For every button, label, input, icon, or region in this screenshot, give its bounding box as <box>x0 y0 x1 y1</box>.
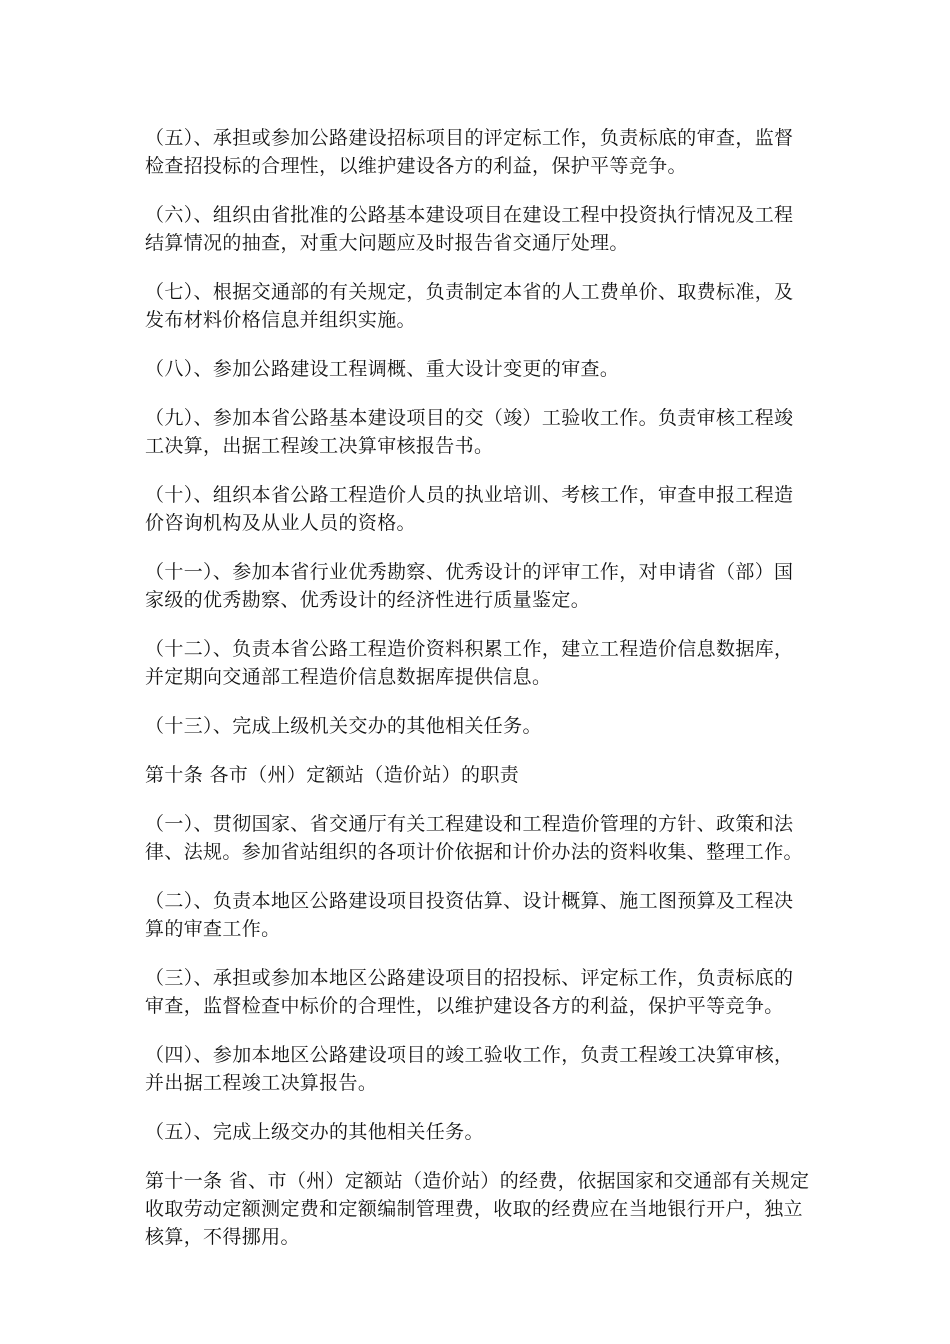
paragraph-line: （三）、承担或参加本地区公路建设项目的招投标、评定标工作，负责标底的 <box>145 967 794 989</box>
paragraph-line: 家级的优秀勘察、优秀设计的经济性进行质量鉴定。 <box>145 589 591 611</box>
paragraph <box>145 964 805 1020</box>
paragraph-line: 检查招投标的合理性，以维护建设各方的利益，保护平等竞争。 <box>145 155 687 177</box>
paragraph-line: （九）、参加本省公路基本建设项目的交（竣）工验收工作。负责审核工程竣 <box>145 407 794 429</box>
paragraph-line: 收取劳动定额测定费和定额编制管理费，收取的经费应在当地银行开户，独立 <box>145 1198 803 1220</box>
paragraph <box>145 124 805 180</box>
paragraph-line: （七）、根据交通部的有关规定，负责制定本省的人工费单价、取费标准，及 <box>145 281 794 303</box>
paragraph <box>145 887 805 943</box>
paragraph <box>145 1041 805 1097</box>
paragraph <box>145 810 805 866</box>
paragraph-line: 工决算，出据工程竣工决算审核报告书。 <box>145 435 494 457</box>
paragraph <box>145 481 805 537</box>
paragraph-line: （六）、组织由省批准的公路基本建设项目在建设工程中投资执行情况及工程 <box>145 204 794 226</box>
paragraph-line: 律、法规。参加省站组织的各项计价依据和计价办法的资料收集、整理工作。 <box>145 841 803 863</box>
paragraph <box>145 761 805 789</box>
paragraph-line: （八）、参加公路建设工程调概、重大设计变更的审查。 <box>145 358 620 380</box>
paragraph-line: （五）、承担或参加公路建设招标项目的评定标工作，负责标底的审查，监督 <box>145 127 794 149</box>
paragraph <box>145 201 805 257</box>
paragraph-line: 并出据工程竣工决算报告。 <box>145 1072 378 1094</box>
paragraph-line: 发布材料价格信息并组织实施。 <box>145 309 416 331</box>
paragraph-line: 算的审查工作。 <box>145 918 281 940</box>
paragraph-line: 核算，不得挪用。 <box>145 1226 300 1248</box>
paragraph-line: 审查，监督检查中标价的合理性，以维护建设各方的利益，保护平等竞争。 <box>145 995 784 1017</box>
paragraph-line: （一）、贯彻国家、省交通厅有关工程建设和工程造价管理的方针、政策和法 <box>145 813 794 835</box>
paragraph <box>145 635 805 691</box>
paragraph <box>145 1118 805 1146</box>
paragraph <box>145 1167 810 1251</box>
document-body <box>145 124 810 1272</box>
paragraph-line: 并定期向交通部工程造价信息数据库提供信息。 <box>145 666 552 688</box>
paragraph-line: 第十条 各市（州）定额站（造价站）的职责 <box>145 764 520 786</box>
paragraph-line: （十三）、完成上级机关交办的其他相关任务。 <box>145 715 542 737</box>
paragraph-line: 结算情况的抽查，对重大问题应及时报告省交通厅处理。 <box>145 232 629 254</box>
paragraph <box>145 558 805 614</box>
paragraph <box>145 404 805 460</box>
paragraph-line: （十二）、负责本省公路工程造价资料积累工作，建立工程造价信息数据库， <box>145 638 794 660</box>
paragraph-line: （十）、组织本省公路工程造价人员的执业培训、考核工作，审查申报工程造 <box>145 484 794 506</box>
paragraph <box>145 712 805 740</box>
paragraph-line: （四）、参加本地区公路建设项目的竣工验收工作，负责工程竣工决算审核， <box>145 1044 794 1066</box>
paragraph-line: 第十一条 省、市（州）定额站（造价站）的经费，依据国家和交通部有关规定 <box>145 1170 810 1192</box>
paragraph-line: （二）、负责本地区公路建设项目投资估算、设计概算、施工图预算及工程决 <box>145 890 794 912</box>
paragraph-line: 价咨询机构及从业人员的资格。 <box>145 512 416 534</box>
paragraph-line: （五）、完成上级交办的其他相关任务。 <box>145 1121 484 1143</box>
paragraph <box>145 355 805 383</box>
paragraph <box>145 278 805 334</box>
paragraph-line: （十一）、参加本省行业优秀勘察、优秀设计的评审工作，对申请省（部）国 <box>145 561 794 583</box>
